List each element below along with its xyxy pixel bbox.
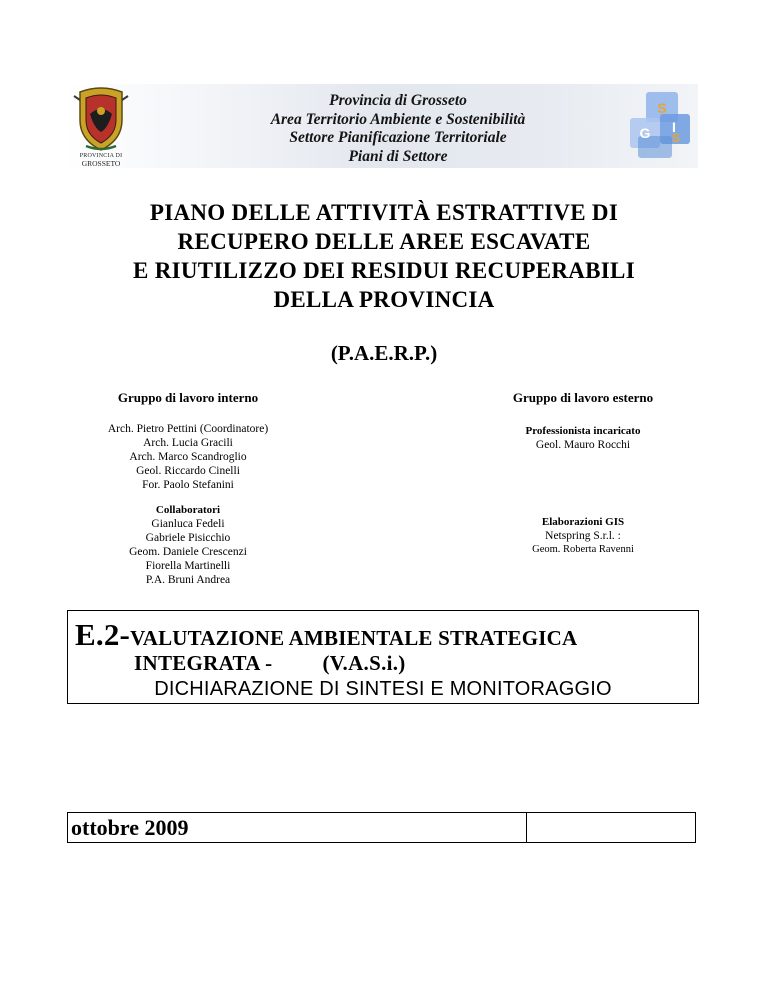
gis-company: Netspring S.r.l. : bbox=[545, 530, 621, 542]
document-title-main: VALUTAZIONE AMBIENTALE STRATEGICA bbox=[130, 626, 578, 650]
document-acronym: (V.A.S.i.) bbox=[322, 651, 406, 675]
internal-member: Geol. Riccardo Cinelli bbox=[136, 465, 240, 477]
collaborator: P.A. Bruni Andrea bbox=[145, 574, 231, 586]
crest-caption-line-2: GROSSETO bbox=[81, 159, 121, 168]
internal-member: Arch. Marco Scandroglio bbox=[129, 451, 247, 463]
internal-member: Arch. Pietro Pettini (Coordinatore) bbox=[107, 423, 269, 435]
province-crest-icon bbox=[72, 86, 130, 152]
plan-title-line-3: E RIUTILIZZO DEI RESIDUI RECUPERABILI bbox=[133, 258, 635, 283]
gis-person: Geom. Roberta Ravenni bbox=[532, 544, 634, 555]
logo-letter-g: G bbox=[639, 125, 651, 141]
sigs-logo-icon bbox=[624, 84, 698, 168]
document-date: ottobre 2009 bbox=[68, 813, 527, 842]
collaborator: Gabriele Pisicchio bbox=[145, 532, 231, 544]
header-line-province: Provincia di Grosseto bbox=[329, 92, 467, 109]
external-professional-block bbox=[468, 424, 698, 452]
plan-title-line-2: RECUPERO DELLE AREE ESCAVATE bbox=[177, 229, 591, 254]
date-table bbox=[67, 812, 696, 843]
document-code: E.2- bbox=[75, 617, 131, 652]
internal-member: Arch. Lucia Gracili bbox=[143, 437, 233, 449]
crest-caption bbox=[66, 152, 136, 168]
collaborators-heading: Collaboratori bbox=[155, 504, 221, 516]
plan-title-line-1: PIANO DELLE ATTIVITÀ ESTRATTIVE DI bbox=[149, 200, 619, 225]
plan-title bbox=[60, 198, 708, 314]
plan-acronym: (P.A.E.R.P.) bbox=[330, 341, 438, 365]
document-title-box bbox=[67, 610, 699, 704]
collaborators-list bbox=[66, 503, 310, 587]
document-title-line-2 bbox=[134, 651, 406, 676]
gis-heading: Elaborazioni GIS bbox=[541, 516, 625, 528]
plan-title-line-4: DELLA PROVINCIA bbox=[273, 287, 495, 312]
collaborator: Gianluca Fedeli bbox=[151, 518, 225, 530]
internal-group-heading: Gruppo di lavoro interno bbox=[117, 390, 259, 405]
logo-letter-s-bottom: S bbox=[671, 131, 681, 145]
logo-letter-s-top: S bbox=[657, 100, 667, 116]
collaborator: Fiorella Martinelli bbox=[145, 560, 231, 572]
document-title-integrata: INTEGRATA - bbox=[134, 651, 273, 675]
internal-member: For. Paolo Stefanini bbox=[142, 479, 234, 491]
professional-heading: Professionista incaricato bbox=[525, 425, 641, 437]
header-line-sector: Settore Pianificazione Territoriale bbox=[289, 129, 507, 146]
header-line-plans: Piani di Settore bbox=[348, 147, 448, 165]
date-table-empty-cell bbox=[527, 813, 695, 842]
header-line-area: Area Territorio Ambiente e Sostenibilità bbox=[270, 110, 526, 128]
professional-name: Geol. Mauro Rocchi bbox=[535, 439, 631, 451]
logo-letter-i: I bbox=[672, 119, 676, 135]
document-subtitle: DICHIARAZIONE DI SINTESI E MONITORAGGIO bbox=[154, 678, 612, 700]
collaborator: Geom. Daniele Crescenzi bbox=[129, 546, 247, 558]
document-title-line-1 bbox=[75, 617, 577, 653]
internal-members-list bbox=[66, 422, 310, 492]
external-gis-block bbox=[468, 515, 698, 557]
header-text bbox=[210, 92, 586, 166]
crest-caption-line-1: PROVINCIA DI bbox=[79, 153, 123, 159]
external-group-heading: Gruppo di lavoro esterno bbox=[512, 390, 654, 405]
